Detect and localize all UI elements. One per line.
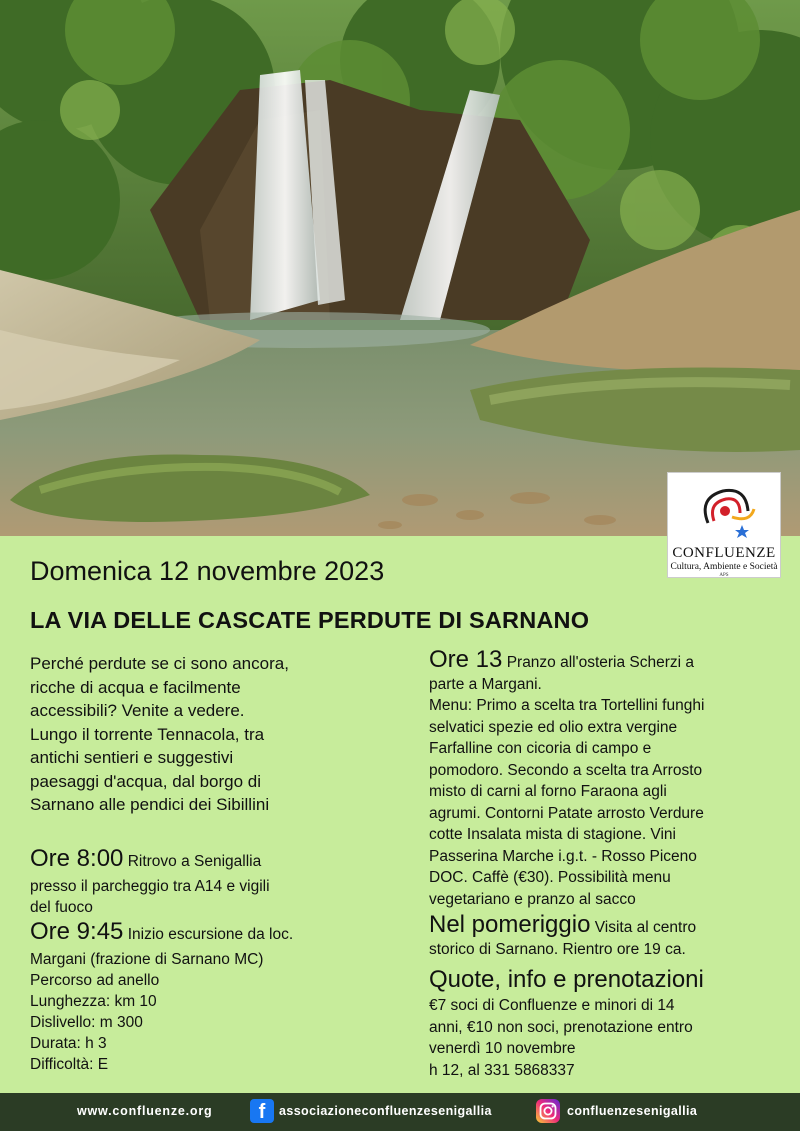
intro-line: Perché perdute se ci sono ancora, [30,654,289,673]
prices-line: venerdì 10 novembre [429,1040,576,1057]
logo-name: CONFLUENZE [672,545,776,561]
waterfall-photo [0,0,800,536]
facebook-icon[interactable]: f [250,1099,274,1123]
instagram-icon[interactable] [536,1099,560,1123]
schedule-text: Pranzo all'osteria Scherzi a [506,654,695,671]
schedule-line: del fuoco [30,899,93,916]
schedule-line: storico di Sarnano. Rientro ore 19 ca. [429,941,686,958]
schedule-line: agrumi. Contorni Patate arrosto Verdure [429,804,704,822]
intro-line: paesaggi d'acqua, dal borgo di [30,771,262,791]
intro-line: Sarnano alle pendici dei Sibillini [30,795,270,814]
instagram-link[interactable]: confluenzesenigallia [567,1104,698,1118]
prices-section [429,965,774,1081]
schedule-ore13-head [429,646,774,674]
schedule-time: Ore 13 [429,646,503,673]
schedule-ore945-head [30,918,390,949]
schedule-line: parte a Margani. [429,675,542,693]
schedule-line: misto di carni al forno Faraona agli [429,783,667,800]
schedule-line: selvatici spezie ed olio extra vergine [429,718,678,736]
schedule-pomeriggio-head [429,911,774,939]
prices-line: anni, €10 non soci, prenotazione entro [429,1018,693,1036]
prices-line: €7 soci di Confluenze e minori di 14 [429,997,675,1014]
facebook-link[interactable]: associazioneconfluenzesenigallia [279,1104,492,1118]
schedule-line: presso il parcheggio tra A14 e vigili [30,878,270,895]
schedule-line: vegetariano e pranzo al sacco [429,890,636,908]
schedule-text: Inizio escursione da loc. [127,926,294,943]
schedule-ore8-head [30,845,390,876]
schedule-line: pomodoro. Secondo a scelta tra Arrosto [429,761,703,779]
schedule-time: Nel pomeriggio [429,911,591,938]
schedule-ore8 [30,845,390,918]
event-date: Domenica 12 novembre 2023 [30,556,385,586]
intro-line: ricche di acqua e facilmente [30,677,241,697]
schedule-time: Ore 9:45 [30,918,124,945]
prices-line: h 12, al 331 5868337 [429,1061,575,1079]
schedule-ore945 [30,918,390,1075]
logo-tagline: Cultura, Ambiente e Società [670,562,778,572]
logo-emblem-icon [668,473,782,545]
schedule-line: Durata: h 3 [30,1035,107,1052]
prices-heading: Quote, info e prenotazioni [429,966,704,993]
schedule-line: Margani (frazione di Sarnano MC) [30,951,264,968]
schedule-line: Passerina Marche i.g.t. - Rosso Piceno [429,847,697,865]
schedule-line: Farfalline con cicoria di campo e [429,740,652,757]
schedule-time: Ore 8:00 [30,845,124,872]
schedule-line: DOC. Caffè (€30). Possibilità menu [429,869,671,886]
schedule-line: cotte Insalata mista di stagione. Vini [429,826,676,843]
schedule-ore13 [429,646,774,910]
confluenze-logo [667,472,781,578]
schedule-text: Ritrovo a Senigallia [127,853,262,870]
schedule-line: Difficoltà: E [30,1056,109,1073]
schedule-line: Menu: Primo a scelta tra Tortellini funghi [429,697,705,714]
website-link[interactable]: www.confluenze.org [77,1104,213,1118]
schedule-line: Dislivello: m 300 [30,1014,143,1031]
schedule-pomeriggio [429,911,774,961]
intro-line: accessibili? Venite a vedere. [30,701,245,720]
schedule-text: Visita al centro [594,919,697,936]
intro-paragraph [30,652,380,817]
intro-line: antichi sentieri e suggestivi [30,748,234,767]
footer-bar [0,1093,800,1131]
intro-line: Lungo il torrente Tennacola, tra [30,724,265,744]
logo-suffix: APS [719,573,729,578]
event-title: LA VIA DELLE CASCATE PERDUTE DI SARNANO [30,607,590,633]
schedule-line: Lunghezza: km 10 [30,993,157,1010]
schedule-line: Percorso ad anello [30,972,160,989]
